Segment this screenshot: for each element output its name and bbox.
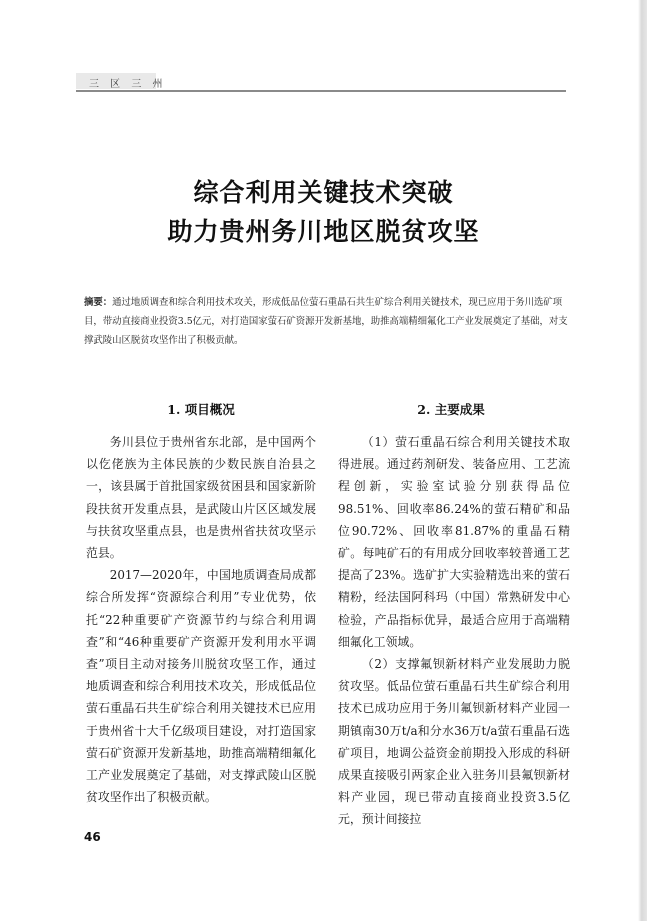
paragraph: 2017—2020年，中国地质调查局成都综合所发挥“资源综合利用”专业优势，依托“22种重要矿产资源节约与综合利用调查”和“46种重要矿产资源开发利用水平调查”项目主动对接务川脱贫攻坚工作，通过地质调查和综合利用技术攻关，形成低品位萤石重晶石共生矿综合利用关键技术已应用于贵州省十大千亿级项目建设，对打造国家萤石矿资源开发新基地，助推高端精细氟化工产业发展奠定了基础，对支撑武陵山区脱贫攻坚作出了积极贡献。 [86, 568, 316, 805]
paragraph: （2）支撑氟钡新材料产业发展助力脱贫攻坚。低品位萤石重晶石共生矿综合利用技术已成功应用于务川氟钡新材料产业园一期镇南30万t/a和分水36万t/a萤石重晶石选矿项目，地调公益资金前期投入形成的科研成果直接吸引两家企业入驻务川县氟钡新材料产业园，现已带动直接商业投资3.5亿元，预计间接拉 [338, 657, 570, 827]
column-right [338, 431, 570, 831]
page-number: 46 [84, 830, 101, 844]
page-edge-shadow [638, 0, 647, 921]
paragraph: 务川县位于贵州省东北部，是中国两个以仡佬族为主体民族的少数民族自治县之一，该县属于首批国家级贫困县和国家新阶段扶贫开发重点县，是武陵山片区区域发展与扶贫攻坚重点县，也是贵州省扶贫攻坚示范县。 [86, 435, 316, 561]
abstract [84, 293, 570, 350]
column-left [86, 431, 316, 808]
article-title-line1: 综合利用关键技术突破 [193, 178, 454, 207]
paragraph: （1）萤石重晶石综合利用关键技术取得进展。通过药剂研发、装备应用、工艺流程创新，实验室试验分别获得品位98.51%、回收率86.24%的萤石精矿和品位90.72%、回收率81.87%的重晶石精矿。每吨矿石的有用成分回收率较普通工艺提高了23%。选矿扩大实验精选出来的萤石精粉，经法国阿科玛（中国）常熟研发中心检验，产品指标优异，最适合应用于高端精细氟化工领域。 [338, 435, 570, 649]
article-title-line2: 助力贵州务川地区脱贫攻坚 [167, 217, 480, 246]
section-tab [76, 73, 167, 90]
abstract-label: 摘要： [84, 297, 113, 308]
section-header [76, 73, 566, 93]
abstract-text: 通过地质调查和综合利用技术攻关，形成低品位萤石重晶石共生矿综合利用关键技术，现已应用于务川选矿项目，带动直接商业投资3.5亿元，对打造国家萤石矿资源开发新基地，助推高端精细氟化工产业发展奠定了基础，对支撑武陵山区脱贫攻坚作出了积极贡献。 [84, 297, 568, 346]
section-heading-overview: 1. 项目概况 [167, 402, 235, 417]
section-heading-results: 2. 主要成果 [417, 402, 485, 417]
header-rule [76, 90, 566, 92]
section-label: 三 区 三 州 [89, 79, 167, 90]
